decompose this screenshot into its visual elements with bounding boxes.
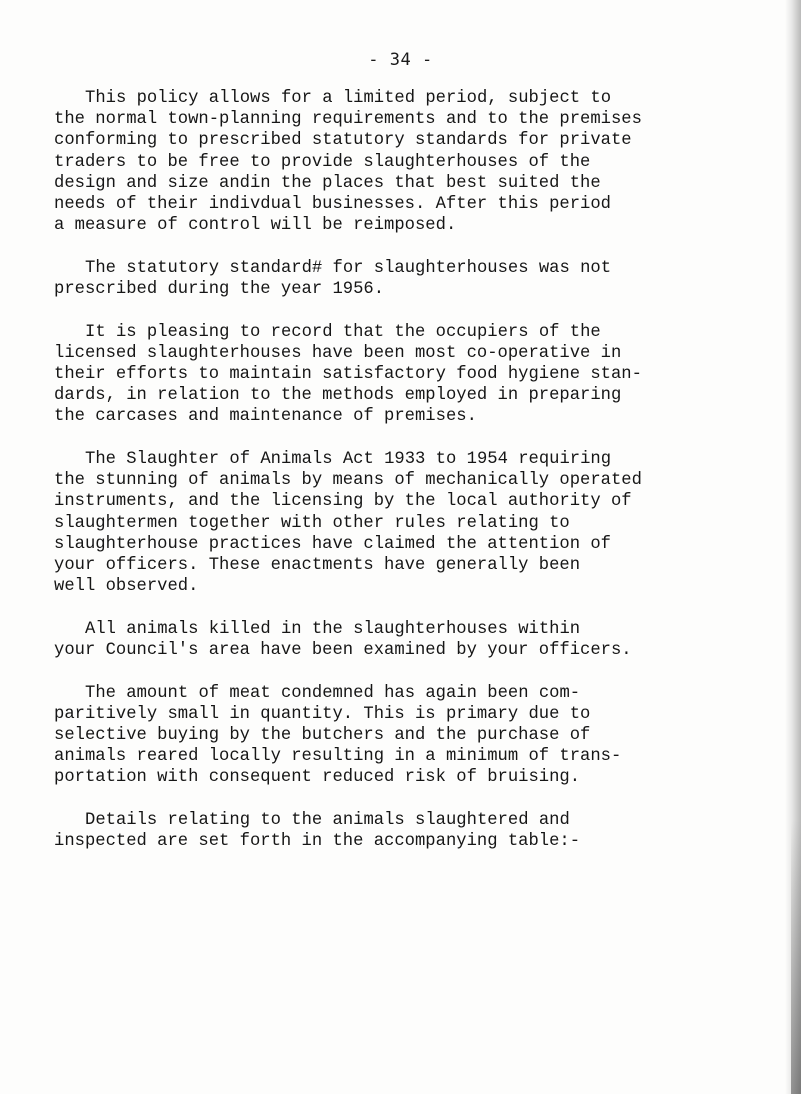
text-line: your officers. These enactments have generally been bbox=[54, 556, 581, 576]
text-line: licensed slaughterhouses have been most co-operative in bbox=[54, 343, 622, 363]
text-line: a measure of control will be reimposed. bbox=[54, 216, 457, 236]
text-line: prescribed during the year 1956. bbox=[54, 280, 385, 300]
text-line: your Council's area have been examined by your officers. bbox=[54, 641, 632, 661]
text-line: It is pleasing to record that the occupiers of the bbox=[85, 322, 601, 342]
page-number: - 34 - bbox=[368, 50, 433, 70]
text-line: design and size andin the places that best suited the bbox=[54, 173, 601, 193]
text-line: needs of their indivdual businesses. After this period bbox=[54, 195, 611, 215]
paragraph-statutory-standard bbox=[54, 258, 774, 300]
text-line: inspected are set forth in the accompanying table:- bbox=[54, 832, 581, 852]
body-text bbox=[54, 88, 774, 874]
paragraph-meat-condemned bbox=[54, 683, 774, 789]
paragraph-details-table bbox=[54, 810, 774, 852]
text-line: the stunning of animals by means of mechanically operated bbox=[54, 471, 642, 491]
text-line: All animals killed in the slaughterhouses within bbox=[85, 619, 581, 639]
text-line: traders to be free to provide slaughterhouses of the bbox=[54, 152, 591, 172]
text-line: animals reared locally resulting in a minimum of trans- bbox=[54, 747, 622, 767]
text-line: Details relating to the animals slaughtered and bbox=[85, 811, 570, 831]
text-line: selective buying by the butchers and the purchase of bbox=[54, 726, 591, 746]
text-line: slaughterhouse practices have claimed the attention of bbox=[54, 534, 611, 554]
page-edge-shadow-bottom bbox=[791, 820, 801, 1094]
text-line: The statutory standard# for slaughterhouses was not bbox=[85, 258, 612, 278]
text-line: the normal town-planning requirements and to the premises bbox=[54, 110, 642, 130]
text-line: The amount of meat condemned has again been com- bbox=[85, 683, 581, 703]
text-line: slaughtermen together with other rules relating to bbox=[54, 513, 570, 533]
text-line: portation with consequent reduced risk of bruising. bbox=[54, 768, 581, 788]
text-line: their efforts to maintain satisfactory food hygiene stan- bbox=[54, 365, 642, 385]
paragraph-occupiers bbox=[54, 322, 774, 428]
paragraph-policy bbox=[54, 88, 774, 236]
text-line: instruments, and the licensing by the local authority of bbox=[54, 492, 632, 512]
text-line: dards, in relation to the methods employed in preparing bbox=[54, 386, 622, 406]
paragraph-animals-examined bbox=[54, 619, 774, 661]
text-line: the carcases and maintenance of premises. bbox=[54, 407, 477, 427]
text-line: paritively small in quantity. This is primary due to bbox=[54, 704, 591, 724]
text-line: This policy allows for a limited period, subject to bbox=[85, 89, 612, 108]
text-line: well observed. bbox=[54, 577, 199, 597]
text-line: conforming to prescribed statutory standards for private bbox=[54, 131, 632, 151]
paragraph-slaughter-act bbox=[54, 449, 774, 597]
text-line: The Slaughter of Animals Act 1933 to 1954 requiring bbox=[85, 450, 612, 470]
